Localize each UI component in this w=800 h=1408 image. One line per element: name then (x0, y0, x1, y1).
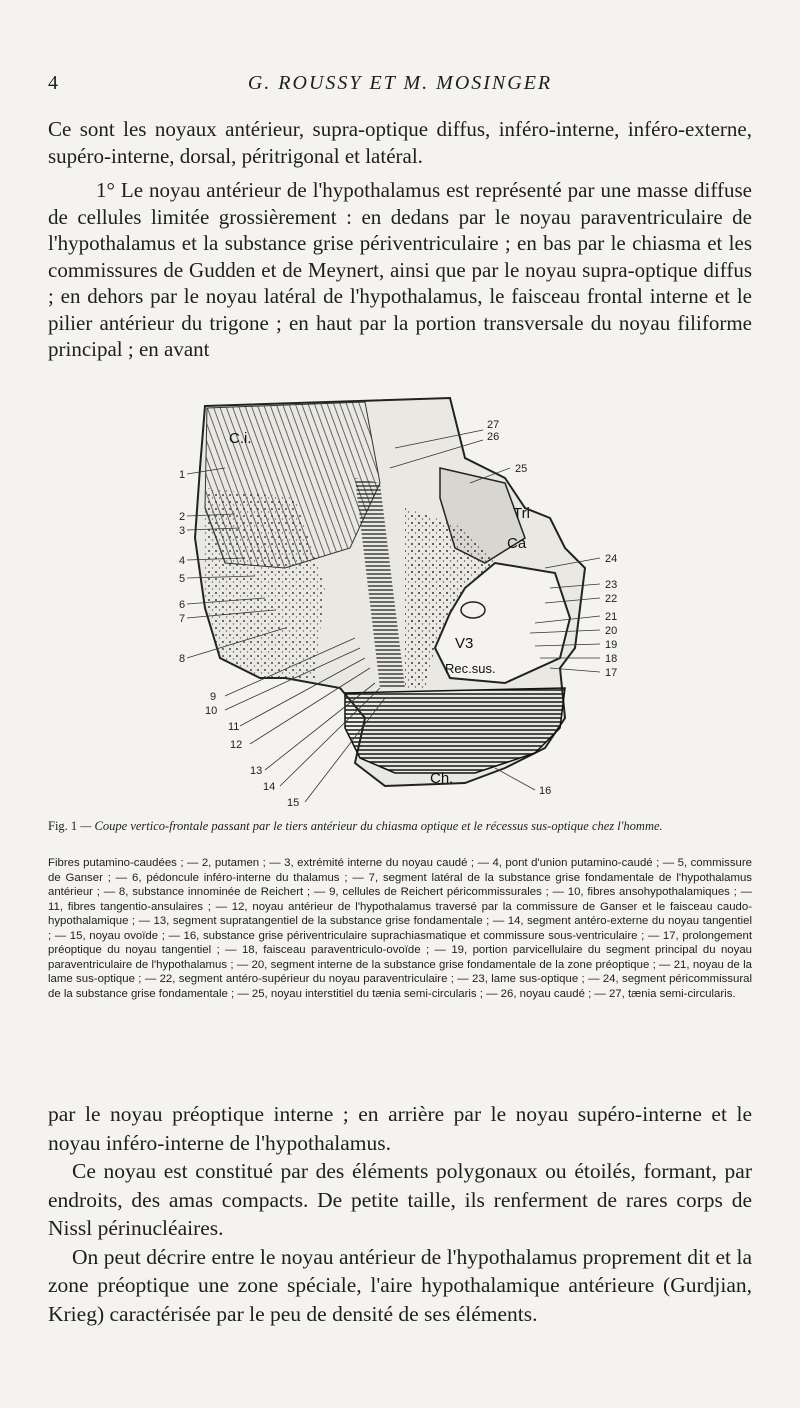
page-header (48, 72, 752, 102)
fig-label-22: 22 (605, 593, 618, 605)
fig-label-15: 15 (287, 797, 300, 809)
fig-label-25: 25 (515, 463, 528, 475)
body-text-bottom (48, 1100, 752, 1328)
fig-label-5: 5 (179, 573, 186, 585)
body-text-top (48, 116, 752, 363)
figure-caption (48, 818, 752, 834)
ventricle-hole (461, 602, 485, 618)
label-ch: Ch. (430, 770, 454, 787)
running-head: G. ROUSSY ET M. MOSINGER (247, 72, 553, 94)
fig-label-18: 18 (605, 653, 618, 665)
paragraph: 1° Le noyau antérieur de l'hypothalamus est représenté par une masse diffuse de cellules limitée grossièrement : en dedans par le noyau paraventriculaire de l'hypothalamus et la substance grise périventriculaire ; en bas par le chiasma et les commissures de Gudden et de Meynert, ainsi que par le noyau supra-optique diffus ; en dehors par le noyau latéral de l'hypothalamus, le faisceau frontal interne et le pilier antérieur du trigone ; en haut par la portion transversale du noyau filiforme principal ; en avant (48, 178, 752, 361)
fig-label-3: 3 (179, 525, 186, 537)
fig-label-12: 12 (230, 739, 243, 751)
fig-label-13: 13 (250, 765, 263, 777)
label-rec-sus: Rec.sus. (445, 661, 496, 676)
paragraph: Ce noyau est constitué par des éléments polygonaux ou étoilés, formant, par endroits, des amas compacts. De petite taille, ils renferment de rares corps de Nissl périnucléaires. (48, 1159, 752, 1240)
fig-label-16: 16 (539, 785, 552, 797)
fig-label-26: 26 (487, 431, 500, 443)
fig-label-2: 2 (179, 511, 186, 523)
fig-label-11: 11 (228, 721, 240, 733)
fig-label-19: 19 (605, 639, 618, 651)
brain-section-drawing (165, 388, 635, 818)
figure-legend: Fibres putamino-caudées ; — 2, putamen ; — 3, extrémité interne du noyau caudé ; — 4, pont d'union putamino-caudé ; — 5, commissure de Ganser ; — 6, pédoncule inféro-interne du thalamus ; — 7, segment latéral de la substance grise fondamentale de l'hypothalamus antérieur ; — 8, substance innominée de Reichert ; — 9, cellules de Reichert péricommissurales ; — 10, fibres ansohypothalamiques ; — 11, fibres tangentio-ansulaires ; — 12, noyau antérieur de l'hypothalamus traversé par la commissure de Ganser et le faisceau caudo-hypothalamique ; — 13, segment supratangentiel de la substance grise fondamentale ; — 14, segment antéro-externe du noyau tangentiel ; — 15, noyau ovoïde ; — 16, substance grise périventriculaire suprachiasmatique et commissure sous-ventriculaire ; — 17, prolongement préoptique du noyau tangentiel ; — 18, faisceau paraventriculo-ovoïde ; — 19, portion parvicellulaire du segment principal du noyau paraventriculaire de l'hypothalamus ; — 20, segment interne de la substance grise fondamentale de la zone préoptique ; — 21, noyau de la lame sus-optique ; — 22, segment antéro-supérieur du noyau paraventriculaire ; — 23, lame sus-optique ; — 24, segment péricommissural de la substance grise fondamentale ; — 25, noyau interstitiel du tænia semi-circularis ; — 26, noyau caudé ; — 27, tænia semi-circularis. (48, 857, 752, 1000)
paragraph: On peut décrire entre le noyau antérieur de l'hypothalamus proprement dit et la zone préoptique une zone spéciale, l'aire hypothalamique antérieure (Gurdjian, Krieg) caractérisée par le peu de densité de ses éléments. (48, 1244, 752, 1326)
fig-label-10: 10 (205, 705, 218, 717)
fig-label-20: 20 (605, 625, 618, 637)
page-number: 4 (48, 72, 58, 94)
fig-label-17: 17 (605, 667, 618, 679)
label-v3: V3 (455, 635, 474, 652)
paragraph: par le noyau préoptique interne ; en arrière par le noyau supéro-interne et le noyau inféro-interne de l'hypothalamus. (48, 1102, 752, 1155)
fig-label-9: 9 (210, 691, 217, 703)
paragraph: Ce sont les noyaux antérieur, supra-optique diffus, inféro-interne, inféro-externe, supéro-interne, dorsal, péritrigonal et latéral. (48, 117, 752, 168)
anatomical-figure (165, 388, 635, 818)
figure-label: Fig. 1 (48, 819, 78, 833)
figure-caption-text: — Coupe vertico-frontale passant par le tiers antérieur du chiasma optique et le récessus sus-optique chez l'homme. (80, 819, 663, 833)
label-ci: C.i. (229, 430, 252, 447)
fig-label-27: 27 (487, 419, 500, 431)
fig-label-4: 4 (179, 555, 186, 567)
fig-label-8: 8 (179, 653, 186, 665)
label-tri: Tri (513, 505, 530, 522)
fig-label-14: 14 (263, 781, 276, 793)
fig-label-6: 6 (179, 599, 186, 611)
fig-label-23: 23 (605, 579, 618, 591)
chiasma (345, 688, 565, 773)
label-ca: Ca (507, 535, 527, 552)
fig-label-24: 24 (605, 553, 618, 565)
fig-label-1: 1 (179, 469, 186, 481)
fig-label-7: 7 (179, 613, 186, 625)
fig-label-21: 21 (605, 611, 618, 623)
